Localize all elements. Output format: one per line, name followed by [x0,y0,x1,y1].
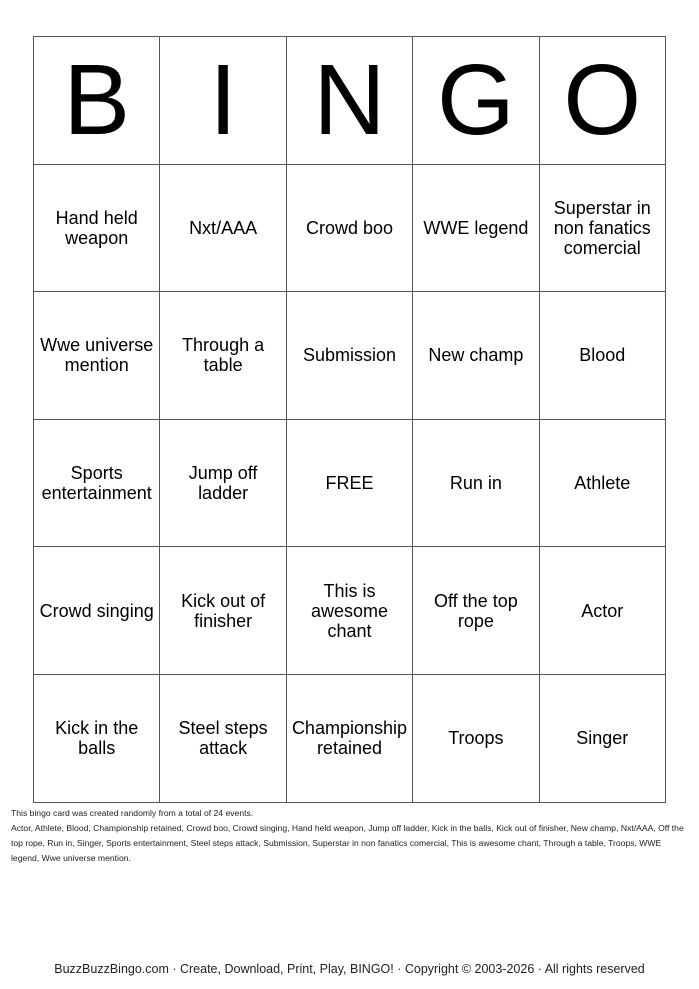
bingo-cell: This is awesome chant [286,547,412,675]
bingo-cell: Off the top rope [413,547,539,675]
bingo-row [34,674,666,802]
bingo-row [34,547,666,675]
bingo-cell-free: FREE [286,419,412,547]
bingo-cell: Singer [539,674,665,802]
bingo-cell: Crowd boo [286,164,412,292]
bingo-cell: Jump off ladder [160,419,286,547]
bingo-cell: Through a table [160,292,286,420]
bingo-card [33,36,666,803]
bingo-cell: Run in [413,419,539,547]
bingo-row [34,419,666,547]
card-info [11,806,691,866]
bingo-cell: Athlete [539,419,665,547]
header-letter-o: O [539,37,665,165]
bingo-cell: Kick out of finisher [160,547,286,675]
footer-copyright: BuzzBuzzBingo.com · Create, Download, Print, Play, BINGO! · Copyright © 2003-2026 · All rights reserved [54,962,645,976]
header-letter-b: B [34,37,160,165]
bingo-cell: Hand held weapon [34,164,160,292]
header-letter-i: I [160,37,286,165]
bingo-row [34,292,666,420]
bingo-cell: Superstar in non fanatics comercial [539,164,665,292]
header-letter-g: G [413,37,539,165]
header-letter-n: N [286,37,412,165]
bingo-cell: Blood [539,292,665,420]
bingo-cell: WWE legend [413,164,539,292]
bingo-row [34,164,666,292]
bingo-cell: Actor [539,547,665,675]
card-summary: This bingo card was created randomly from a total of 24 events. [11,808,254,818]
bingo-cell: Troops [413,674,539,802]
bingo-cell: Crowd singing [34,547,160,675]
bingo-header-row [34,37,666,165]
bingo-cell: Sports entertainment [34,419,160,547]
bingo-cell: Nxt/AAA [160,164,286,292]
events-list: Actor, Athlete, Blood, Championship retained, Crowd boo, Crowd singing, Hand held weapon, Jump off ladder, Kick in the balls, Kick out of finisher, New champ, Nxt/AAA, Off the top rope, Run in, Singer, Sports entertainment, Steel steps attack, Submission, Superstar in non fanatics comercial, This is awesome chant, Through a table, Troops, WWE legend, Wwe universe mention. [11,823,684,863]
bingo-cell: Championship retained [286,674,412,802]
bingo-cell: New champ [413,292,539,420]
bingo-cell: Submission [286,292,412,420]
bingo-cell: Wwe universe mention [34,292,160,420]
bingo-cell: Steel steps attack [160,674,286,802]
bingo-cell: Kick in the balls [34,674,160,802]
